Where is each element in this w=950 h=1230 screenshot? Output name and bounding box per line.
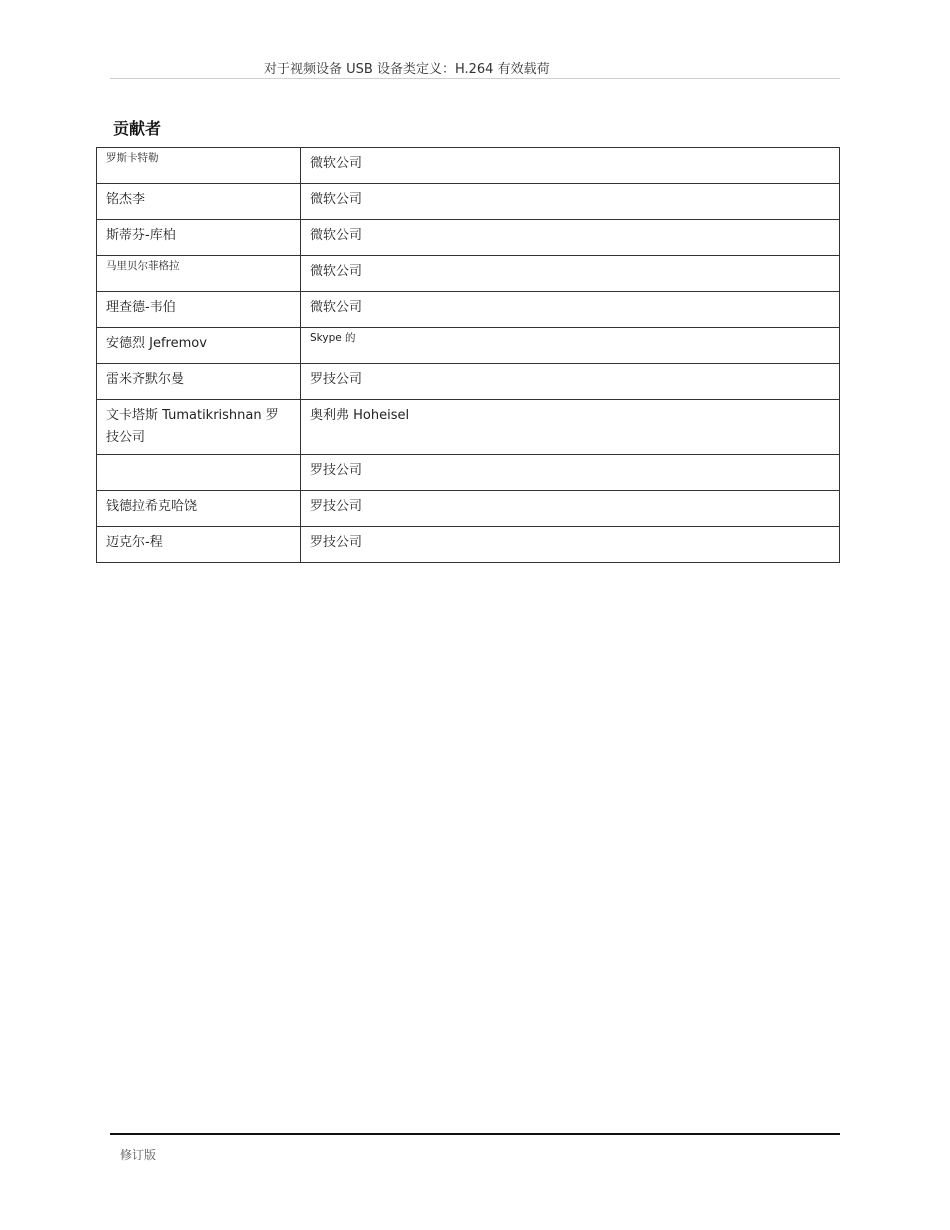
document-title: 对于视频设备 USB 设备类定义：H.264 有效载荷 xyxy=(264,62,550,77)
footer-text: 修订版 xyxy=(120,1148,157,1162)
table-row xyxy=(97,220,840,256)
contributors-table xyxy=(96,147,840,563)
running-header xyxy=(110,58,840,79)
contributor-org: 罗技公司 xyxy=(301,491,840,527)
table-row xyxy=(97,400,840,455)
contributor-name: 铭杰李 xyxy=(97,184,301,220)
contributor-name: 文卡塔斯 Tumatikrishnan 罗技公司 xyxy=(97,400,301,455)
table-row xyxy=(97,184,840,220)
contributor-name: 理查德-韦伯 xyxy=(97,292,301,328)
table-row xyxy=(97,491,840,527)
table-row xyxy=(97,455,840,491)
contributor-name: 罗斯卡特勒 xyxy=(97,148,301,184)
contributor-name: 雷米齐默尔曼 xyxy=(97,364,301,400)
contributor-name: 迈克尔-程 xyxy=(97,527,301,563)
contributor-org: 微软公司 xyxy=(301,256,840,292)
contributor-name: 安德烈 Jefremov xyxy=(97,328,301,364)
footer-rule xyxy=(110,1133,840,1135)
table-row xyxy=(97,328,840,364)
contributor-org: 奥利弗 Hoheisel xyxy=(301,400,840,455)
contributor-name: 斯蒂芬-库柏 xyxy=(97,220,301,256)
section-heading: 贡献者 xyxy=(113,119,162,138)
contributor-org: 微软公司 xyxy=(301,220,840,256)
table-row xyxy=(97,292,840,328)
table-row xyxy=(97,364,840,400)
table-row xyxy=(97,148,840,184)
contributor-name: 马里贝尔菲格拉 xyxy=(97,256,301,292)
contributor-org: 微软公司 xyxy=(301,292,840,328)
contributor-org: Skype 的 xyxy=(301,328,840,364)
contributor-org: 罗技公司 xyxy=(301,364,840,400)
contributor-org: 罗技公司 xyxy=(301,455,840,491)
contributor-org: 罗技公司 xyxy=(301,527,840,563)
table-row xyxy=(97,527,840,563)
contributor-org: 微软公司 xyxy=(301,148,840,184)
table-row xyxy=(97,256,840,292)
contributor-org: 微软公司 xyxy=(301,184,840,220)
contributor-name: 钱德拉希克哈饶 xyxy=(97,491,301,527)
contributor-name xyxy=(97,455,301,491)
